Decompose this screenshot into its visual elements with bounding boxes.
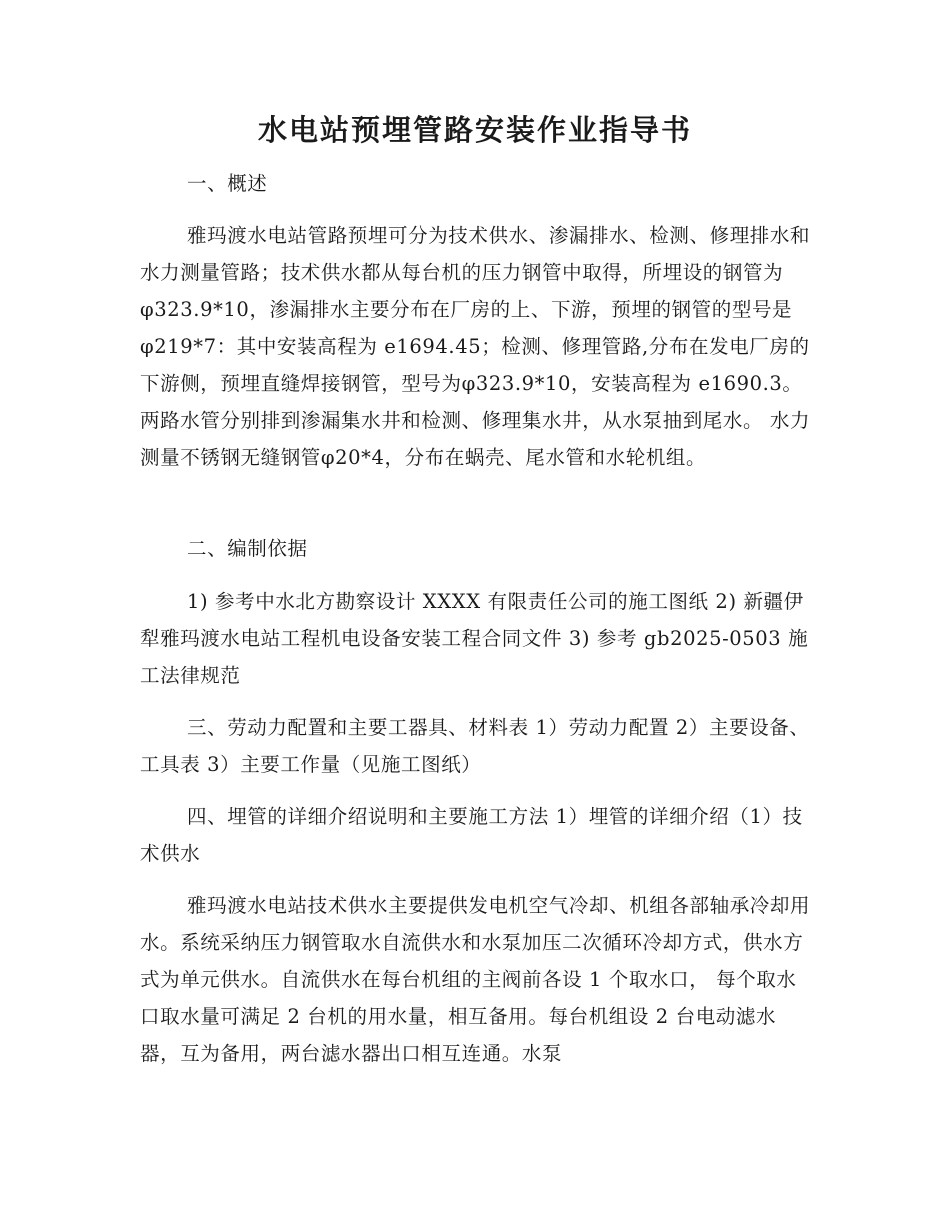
paragraph-overview: 雅玛渡水电站管路预埋可分为技术供水、渗漏排水、检测、修理排水和水力测量管路；技术供水都从每台机的压力钢管中取得，所埋设的钢管为 φ323.9*10，渗漏排水主要分布在厂房的上、下游，预埋的钢管的型号是 φ219*7：其中安装高程为 e1694.45；检测、修理管路,分布在发电厂房的下游侧，预埋直缝焊接钢管，型号为φ323.9*10，安装高程为 e1690.3。两路水管分别排到渗漏集水井和检测、修理集水井，从水泵抽到尾水。 水力测量不锈钢无缝钢管φ20*4，分布在蜗壳、尾水管和水轮机组。 [140,224,811,469]
section-heading-basis: 二、编制依据 [187,537,308,560]
document-title: 水电站预埋管路安装作业指导书 [257,113,692,147]
paragraph-labor-config: 三、劳动力配置和主要工器具、材料表 1）劳动力配置 2）主要设备、工具表 3）主要工作量（见施工图纸） [140,716,810,776]
paragraph-technical-water-supply: 雅玛渡水电站技术供水主要提供发电机空气冷却、机组各部轴承冷却用水。系统采纳压力钢管取水自流供水和水泵加压二次循环冷却方式，供水方式为单元供水。自流供水在每台机组的主阀前各设 1 个取水口， 每个取水口取水量可满足 2 台机的用水量，相互备用。每台机组设 2 台电动滤水器，互为备用，两台滤水器出口相互连通。水泵 [140,894,811,1065]
section-heading-overview: 一、概述 [187,172,268,195]
paragraph-construction-method: 四、埋管的详细介绍说明和主要施工方法 1）埋管的详细介绍（1）技术供水 [140,805,803,865]
paragraph-basis: 1) 参考中水北方勘察设计 XXXX 有限责任公司的施工图纸 2) 新疆伊犁雅玛渡水电站工程机电设备安装工程合同文件 3) 参考 gb2025-0503 施工法律规范 [140,590,809,687]
